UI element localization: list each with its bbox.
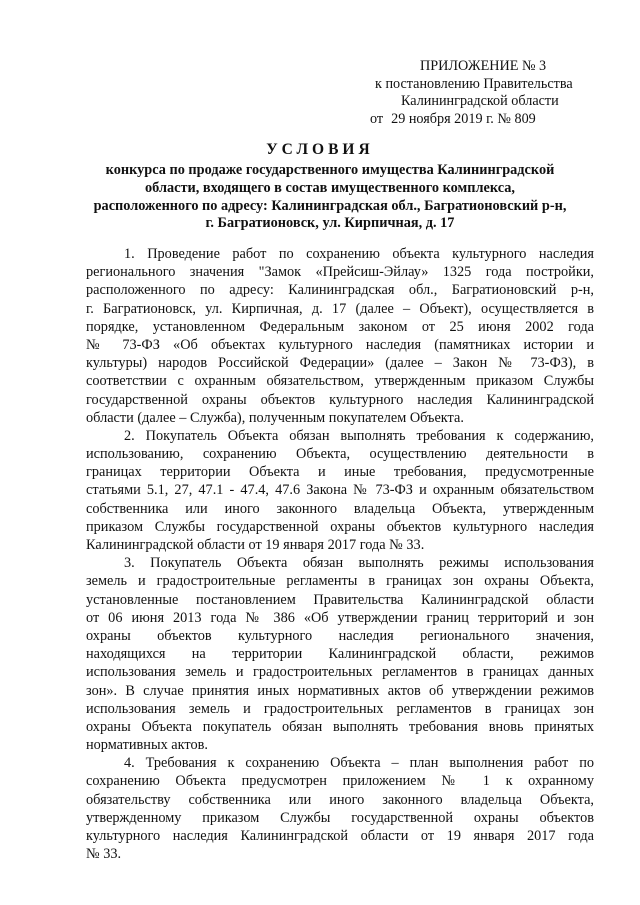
paragraph-line: утвержденному приказом Службы государственной охраны объектов [86, 809, 594, 826]
paragraph-line: культурного наследия Калининградской области от 19 января 2017 года [86, 828, 594, 844]
paragraph-line: обязательству собственника или иного законного владельца Объекта, [86, 791, 594, 808]
paragraph-line: охраны объектов культурного наследия регионального значения, [86, 627, 594, 644]
paragraph-line: приказом Службы государственной охраны объектов культурного наследия [86, 518, 594, 535]
document-title: УСЛОВИЯ [266, 141, 374, 158]
paragraph-line: № 33. [86, 846, 122, 863]
annex-region: Калининградской области [401, 93, 559, 110]
paragraph-line: использования земель и градостроительных регламентов в границах данных [86, 664, 594, 681]
paragraph-4 [86, 754, 594, 863]
paragraph-line: земель и градостроительные регламенты в границах зон охраны Объекта, [86, 573, 594, 590]
paragraph-line: нормативных актов. [86, 737, 208, 754]
annex-title: ПРИЛОЖЕНИЕ № 3 [420, 58, 547, 74]
paragraph-line: от 06 июня 2013 года № 386 «Об утверждении границ территорий и зон [86, 609, 594, 626]
paragraph-line: использования земель и градостроительных регламентов в границах зон [86, 700, 594, 717]
document-subtitle [70, 162, 590, 233]
paragraph-line: порядке, установленном Федеральным законом от 25 июня 2002 года [86, 318, 594, 335]
paragraph-line: сохранению Объекта предусмотрен приложением № 1 к охранному [86, 773, 594, 790]
paragraph-line: установленные постановлением Правительства Калининградской области [86, 591, 594, 608]
paragraph-line: Калининградской области от 19 января 2017 года № 33. [86, 537, 425, 553]
paragraph-line: регионального значения "Замок «Прейсиш-Эйлау» 1325 года постройки, [86, 264, 594, 281]
paragraph-line: 2. Покупатель Объекта обязан выполнять требования к содержанию, [124, 427, 594, 444]
paragraph-line: государственной охраны объектов культурного наследия Калининградской [86, 391, 594, 408]
paragraph-line: культуры) народов Российской Федерации» (далее – Закон № 73-ФЗ), в [86, 355, 594, 372]
paragraph-line: 3. Покупатель Объекта обязан выполнять режимы использования [124, 555, 594, 572]
paragraph-2 [86, 427, 594, 554]
paragraph-1 [86, 245, 594, 427]
paragraph-line: г. Багратионовск, ул. Кирпичная, д. 17 (далее – Объект), осуществляется в [86, 300, 594, 317]
subtitle-line: области, входящего в состав имущественного комплекса, [145, 179, 515, 196]
paragraph-line: границах территории Объекта и иные требования, предусмотренные [86, 464, 594, 481]
annex-date: 29 ноября 2019 г. [391, 110, 494, 127]
paragraph-line: расположенного по адресу: Калининградская обл., Багратионовский р-н, [86, 282, 594, 299]
paragraph-line: 1. Проведение работ по сохранению объекта культурного наследия [124, 246, 594, 262]
annex-header [370, 58, 615, 128]
subtitle-line: расположенного по адресу: Калининградская обл., Багратионовский р-н, [93, 197, 567, 214]
annex-reference: к постановлению Правительства [375, 75, 573, 92]
annex-date-prefix: от [370, 110, 384, 127]
subtitle-line: г. Багратионовск, ул. Кирпичная, д. 17 [205, 215, 455, 232]
annex-date-line [370, 111, 615, 129]
document-body [86, 245, 594, 863]
paragraph-line: соответствии с охранным обязательством, утвержденным приказом Службы [86, 373, 594, 390]
paragraph-line: собственника или иного законного владельца Объекта, утвержденным [86, 500, 594, 517]
paragraph-line: находящихся на территории Калининградской области, режимов [86, 646, 594, 663]
paragraph-line: области (далее – Служба), полученным покупателем Объекта. [86, 409, 464, 426]
paragraph-3 [86, 554, 594, 754]
subtitle-line: конкурса по продаже государственного имущества Калининградской [105, 162, 555, 178]
paragraph-line: статьями 5.1, 27, 47.1 - 47.4, 47.6 Закона № 73-ФЗ и охранным обязательством [86, 482, 594, 499]
paragraph-line: № 73-ФЗ «Об объектах культурного наследия (памятниках истории и [86, 336, 594, 353]
paragraph-line: использованию, сохранению Объекта, осуществлению деятельности в [86, 446, 594, 463]
annex-number: № 809 [497, 110, 536, 127]
paragraph-line: зон». В случае принятия иных нормативных актов об утверждении режимов [86, 682, 594, 699]
paragraph-line: охраны Объекта покупатель обязан выполнять требования вновь принятых [86, 718, 594, 735]
paragraph-line: 4. Требования к сохранению Объекта – план выполнения работ по [124, 755, 594, 772]
